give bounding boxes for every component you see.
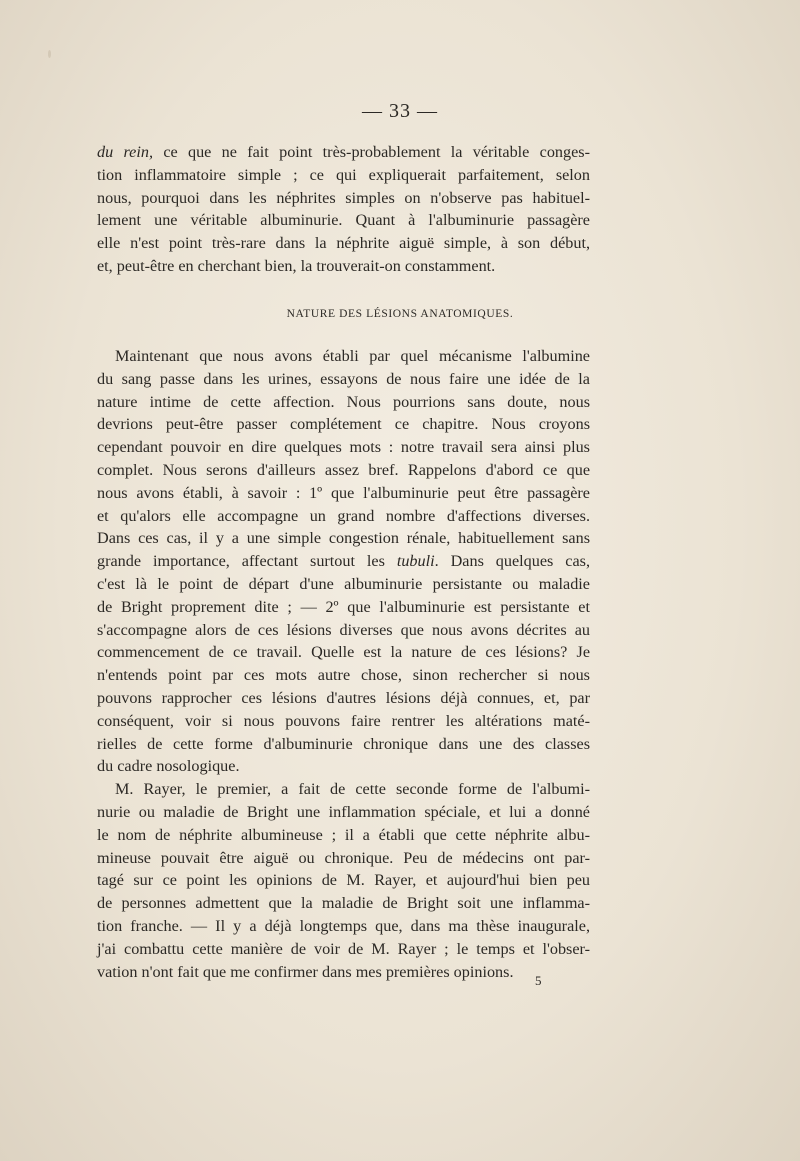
text-line: pouvons rapprocher ces lésions d'autres lésions déjà connues, et, par <box>97 688 590 707</box>
text-line: nurie ou maladie de Bright une inflammation spéciale, et lui a donné <box>97 802 590 821</box>
text-line: s'accompagne alors de ces lésions diverses que nous avons décrites au <box>97 620 590 639</box>
text-line: nous, pourquoi dans les néphrites simples on n'observe pas habituel- <box>97 188 590 207</box>
text-line: du rein, ce que ne fait point très-probablement la véritable conges- <box>97 143 590 161</box>
text-line: et qu'alors elle accompagne un grand nombre d'affections diverses. <box>97 506 590 525</box>
text-line: devrions peut-être passer complétement ce chapitre. Nous croyons <box>97 415 590 434</box>
text-line: tion franche. — Il y a déjà longtemps que, dans ma thèse inaugurale, <box>97 916 590 935</box>
text-line: M. Rayer, le premier, a fait de cette seconde forme de l'albumi- <box>115 780 590 799</box>
text-line: du sang passe dans les urines, essayons de nous faire une idée de la <box>97 369 590 388</box>
paragraph-1 <box>97 141 590 278</box>
text-line: tagé sur ce point les opinions de M. Rayer, et aujourd'hui bien peu <box>97 871 590 890</box>
page-number: — 33 — <box>362 100 438 122</box>
text-line: du cadre nosologique. <box>97 757 240 776</box>
paragraph-2-body <box>97 345 590 778</box>
text-line: complet. Nous serons d'ailleurs assez bref. Rappelons d'abord ce que <box>97 460 590 479</box>
text-line: conséquent, voir si nous pouvons faire rentrer les altérations maté- <box>97 711 590 730</box>
text-line: vation n'ont fait que me confirmer dans mes premières opinions. <box>97 962 514 981</box>
paper-stain <box>48 50 51 58</box>
paragraph-3-body <box>97 778 590 983</box>
section-title: NATURE DES LÉSIONS ANATOMIQUES. <box>286 308 514 320</box>
italic-term: tubuli <box>396 552 435 571</box>
italic-term: du rein, <box>97 143 154 161</box>
paragraph-2 <box>97 345 590 983</box>
text-line: c'est là le point de départ d'une albuminurie persistante ou maladie <box>97 574 590 593</box>
text-line: nous avons établi, à savoir : 1º que l'albuminurie peut être passagère <box>97 483 590 502</box>
text-line: commencement de ce travail. Quelle est la nature de ces lésions? Je <box>97 643 590 662</box>
text-line: rielles de cette forme d'albuminurie chronique dans une des classes <box>97 734 590 753</box>
text-line: et, peut-être en cherchant bien, la trouverait-on constamment. <box>97 256 496 275</box>
text-line: le nom de néphrite albumineuse ; il a établi que cette néphrite albu- <box>97 825 590 844</box>
text-line: lement une véritable albuminurie. Quant à l'albuminurie passagère <box>97 211 590 230</box>
text-line: elle n'est point très-rare dans la néphrite aiguë simple, à son début, <box>97 234 590 253</box>
text-line: j'ai combattu cette manière de voir de M. Rayer ; le temps et l'obser- <box>97 939 590 958</box>
text-line: mineuse pouvait être aiguë ou chronique. Peu de médecins ont par- <box>97 848 590 867</box>
text-line: Dans ces cas, il y a une simple congestion rénale, habituellement sans <box>97 529 590 548</box>
text-line: n'entends point par ces mots autre chose, sinon rechercher si nous <box>97 666 590 685</box>
signature-mark: 5 <box>535 973 542 988</box>
text-line: nature intime de cette affection. Nous pourrions sans doute, nous <box>97 392 590 411</box>
text-line: de Bright proprement dite ; — 2º que l'albuminurie est persistante et <box>97 597 590 616</box>
text-line: grande importance, affectant surtout les tubuli. Dans quelques cas, <box>97 552 590 571</box>
text-line: de personnes admettent que la maladie de Bright soit une inflamma- <box>97 894 590 913</box>
text-line: Maintenant que nous avons établi par quel mécanisme l'albumine <box>115 347 590 365</box>
text-line: tion inflammatoire simple ; ce qui expliquerait parfaitement, selon <box>97 165 590 184</box>
text-line: cependant pouvoir en dire quelques mots : notre travail sera ainsi plus <box>97 438 590 457</box>
